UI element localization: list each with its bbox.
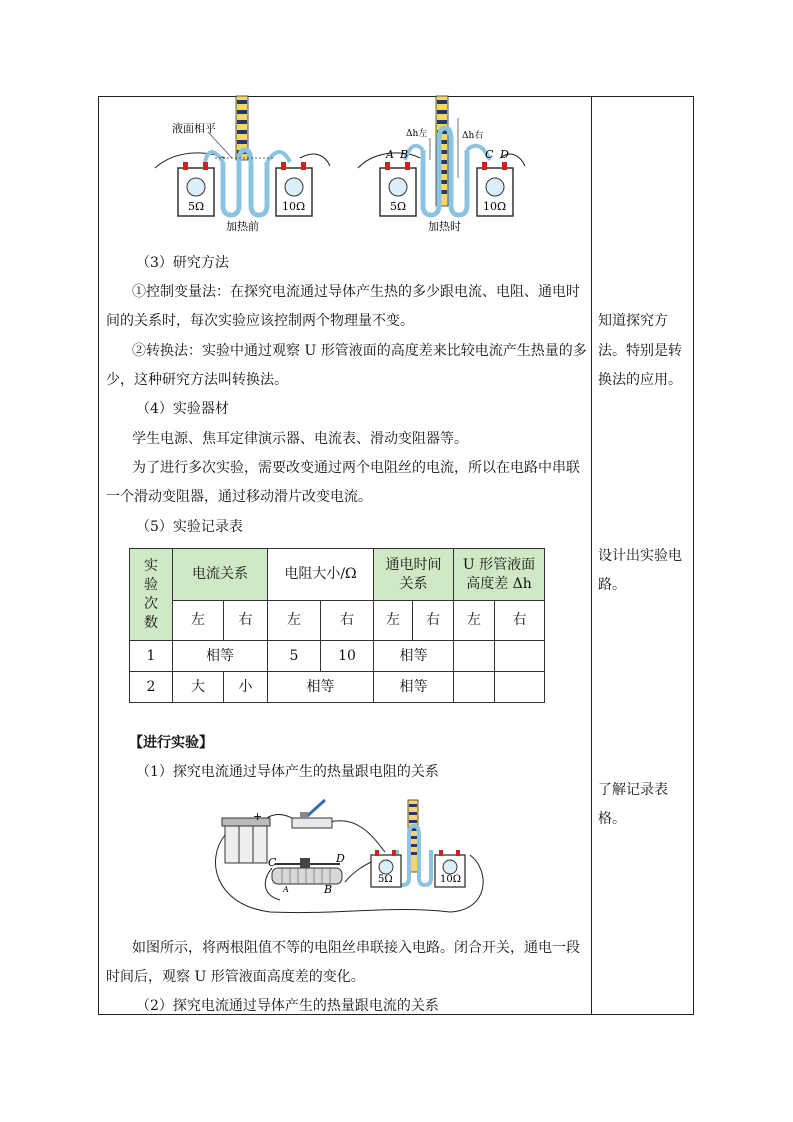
sidebar-note2-line1: 设计出实验电 bbox=[598, 548, 682, 564]
sidebar-note1-line3: 换法的应用。 bbox=[598, 372, 682, 388]
caption-during: 加热时 bbox=[428, 220, 461, 233]
cell-time-left: 左 bbox=[374, 601, 413, 641]
section3-p2-line1: ②转换法：实验中通过观察 U 形管液面的高度差来比较电流产生热量的多 bbox=[132, 343, 587, 359]
point-a: A bbox=[386, 148, 394, 161]
switch-icon bbox=[292, 800, 332, 828]
label-r-right-before: 10Ω bbox=[282, 200, 306, 213]
point-d: D bbox=[500, 148, 509, 161]
rheostat-icon bbox=[272, 858, 342, 884]
cell-current-left: 左 bbox=[173, 601, 224, 641]
label-b: B bbox=[324, 883, 333, 896]
header-height-diff: U 形管液面 高度差 Δh bbox=[454, 549, 545, 601]
label-dh-right: Δh右 bbox=[462, 131, 484, 141]
label-plus: + bbox=[253, 810, 263, 823]
section4-p2-line2: 一个滑动变阻器，通过移动滑片改变电流。 bbox=[106, 489, 372, 505]
label-r-left-during: 5Ω bbox=[390, 200, 407, 213]
section3-title: （3）研究方法 bbox=[136, 255, 229, 271]
label-dh-left: Δh左 bbox=[406, 129, 428, 139]
label-a: A bbox=[283, 885, 289, 894]
sidebar-note3-line2: 格。 bbox=[598, 811, 626, 827]
label-r-right-circuit: 10Ω bbox=[440, 874, 462, 885]
label-level-equal: 液面相平 bbox=[172, 122, 216, 135]
cell-time-right: 右 bbox=[413, 601, 454, 641]
section4-title: （4）实验器材 bbox=[136, 401, 229, 417]
experiment-sub2: （2）探究电流通过导体产生的热量跟电流的关系 bbox=[136, 998, 439, 1014]
experiment-heading: 【进行实验】 bbox=[129, 735, 213, 751]
label-r-left-before: 5Ω bbox=[188, 200, 205, 213]
table-row: 1 相等 5 10 相等 bbox=[130, 641, 545, 672]
header-time: 通电时间 关系 bbox=[374, 549, 454, 601]
header-trial: 实 验 次 数 bbox=[130, 549, 173, 641]
header-resistance: 电阻大小/Ω bbox=[268, 549, 374, 601]
section3-p1-line2: 间的关系时，每次实验应该控制两个物理量不变。 bbox=[106, 313, 414, 329]
sidebar-note1-line2: 法。特别是转 bbox=[598, 343, 682, 359]
point-c: C bbox=[485, 148, 494, 161]
label-r-right-during: 10Ω bbox=[483, 200, 507, 213]
experiment-sub1: （1）探究电流通过导体产生的热量跟电阻的关系 bbox=[136, 764, 439, 780]
sidebar-note2-line2: 路。 bbox=[598, 577, 626, 593]
table-row: 2 大 小 相等 相等 bbox=[130, 672, 545, 703]
section5-title: （5）实验记录表 bbox=[136, 519, 243, 535]
cell-resistance-left: 左 bbox=[268, 601, 321, 641]
experiment-p1-line1: 如图所示，将两根阻值不等的电阻丝串联接入电路。闭合开关，通电一段 bbox=[132, 940, 580, 956]
battery-icon bbox=[222, 818, 270, 863]
label-c: C bbox=[268, 856, 277, 869]
header-current: 电流关系 bbox=[173, 549, 268, 601]
section3-p2-line2: 少，这种研究方法叫转换法。 bbox=[106, 372, 288, 388]
cell-diff-right: 右 bbox=[495, 601, 545, 641]
section3-p1-line1: ①控制变量法：在探究电流通过导体产生热的多少跟电流、电阻、通电时 bbox=[132, 284, 580, 300]
label-r-left-circuit: 5Ω bbox=[378, 874, 393, 885]
cell-resistance-right: 右 bbox=[321, 601, 374, 641]
sidebar-note3-line1: 了解记录表 bbox=[598, 782, 668, 798]
section4-p2-line1: 为了进行多次实验，需要改变通过两个电阻丝的电流，所以在电路中串联 bbox=[132, 460, 580, 476]
sidebar-note1-line1: 知道探究方 bbox=[598, 313, 668, 329]
cell-current-right: 右 bbox=[224, 601, 268, 641]
experiment-p1-line2: 时间后，观察 U 形管液面高度差的变化。 bbox=[106, 969, 365, 985]
point-b: B bbox=[400, 148, 409, 161]
section4-p1: 学生电源、焦耳定律演示器、电流表、滑动变阻器等。 bbox=[132, 431, 468, 447]
cell-diff-left: 左 bbox=[454, 601, 495, 641]
caption-before: 加热前 bbox=[226, 220, 259, 233]
label-d: D bbox=[336, 852, 345, 865]
